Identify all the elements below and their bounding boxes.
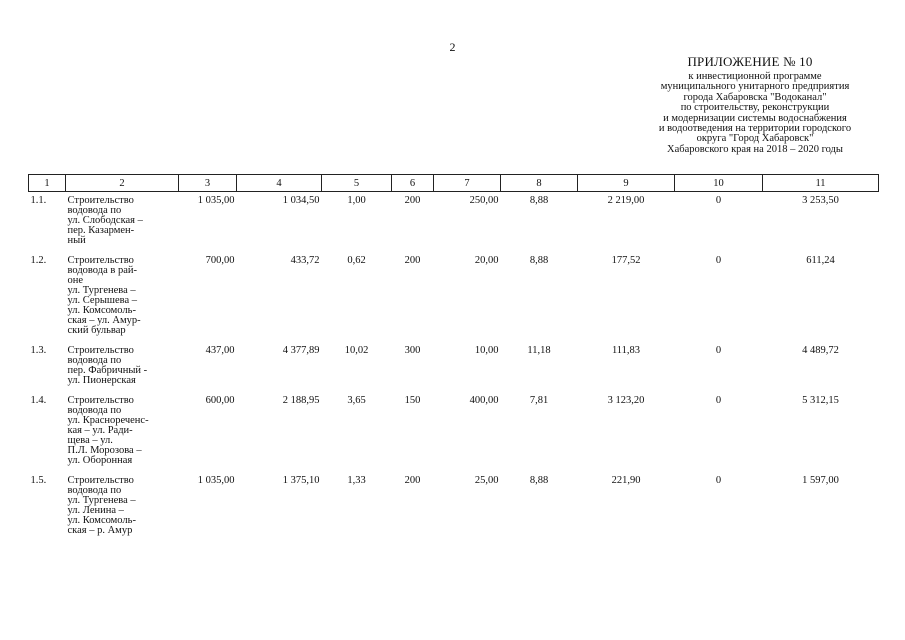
project-name: Строительство водовода по ул. Тургенева – ул. Ленина – ул. Комсомоль- ская – р. Амур bbox=[67, 475, 136, 536]
cell-col-6: 200 bbox=[404, 195, 421, 206]
cell-col-11: 611,24 bbox=[806, 255, 835, 266]
cell-col-11: 1 597,00 bbox=[802, 475, 839, 486]
table-row bbox=[29, 392, 879, 472]
cell-col-7: 10,00 bbox=[474, 345, 499, 356]
cell-col-7: 250,00 bbox=[469, 195, 499, 206]
cell-col-8: 7,81 bbox=[529, 395, 549, 406]
column-header-row bbox=[29, 175, 879, 192]
row-number: 1.1. bbox=[30, 195, 47, 206]
column-header-7: 7 bbox=[434, 175, 501, 192]
cell-col-7: 20,00 bbox=[474, 255, 499, 266]
cell-col-5: 3,65 bbox=[347, 395, 366, 406]
cell-col-7: 25,00 bbox=[474, 475, 499, 486]
cell-col-3: 1 035,00 bbox=[197, 475, 235, 486]
cell-col-9: 3 123,20 bbox=[607, 395, 645, 406]
cell-col-9: 177,52 bbox=[611, 255, 641, 266]
cell-col-8: 8,88 bbox=[529, 255, 549, 266]
subtitle-line: округа "Город Хабаровск" bbox=[696, 133, 814, 145]
cell-col-3: 600,00 bbox=[205, 395, 235, 406]
cell-col-6: 300 bbox=[404, 345, 421, 356]
cell-col-5: 10,02 bbox=[344, 345, 369, 356]
cell-col-6: 150 bbox=[404, 395, 421, 406]
cell-col-3: 700,00 bbox=[205, 255, 235, 266]
cell-col-9: 221,90 bbox=[611, 475, 641, 486]
column-header-5: 5 bbox=[322, 175, 392, 192]
page-number: 2 bbox=[449, 40, 456, 54]
cell-col-10: 0 bbox=[715, 475, 722, 486]
cell-col-4: 1 034,50 bbox=[282, 195, 320, 206]
table-body bbox=[29, 192, 879, 543]
appendix-title: ПРИЛОЖЕНИЕ № 10 bbox=[687, 54, 813, 69]
cell-col-5: 0,62 bbox=[347, 255, 366, 266]
project-name: Строительство водовода по ул. Слободская – пер. Казармен- ный bbox=[67, 195, 143, 246]
cell-col-8: 8,88 bbox=[529, 475, 549, 486]
table-row bbox=[29, 472, 879, 542]
table-row bbox=[29, 192, 879, 253]
cell-col-10: 0 bbox=[715, 345, 722, 356]
column-header-6: 6 bbox=[392, 175, 434, 192]
project-name: Строительство водовода в рай- оне ул. Тургенева – ул. Серышева – ул. Комсомоль- ская – ул. Амур- ский бульвар bbox=[67, 255, 141, 336]
subtitle-line: к инвестиционной программе bbox=[688, 71, 822, 82]
column-header-3: 3 bbox=[179, 175, 237, 192]
cell-col-7: 400,00 bbox=[469, 395, 499, 406]
column-header-11: 11 bbox=[763, 175, 879, 192]
cell-col-4: 2 188,95 bbox=[282, 395, 320, 406]
column-header-10: 10 bbox=[675, 175, 763, 192]
table-row bbox=[29, 342, 879, 392]
table-row bbox=[29, 252, 879, 342]
cell-col-5: 1,00 bbox=[347, 195, 366, 206]
cell-col-5: 1,33 bbox=[347, 475, 366, 486]
project-name: Строительство водовода по ул. Краснореченс- кая – ул. Ради- щева – ул. П.Л. Морозова – ул. Оборонная bbox=[67, 395, 149, 466]
cell-col-8: 11,18 bbox=[527, 345, 551, 356]
row-number: 1.5. bbox=[30, 475, 47, 486]
cell-col-4: 433,72 bbox=[290, 255, 320, 266]
cell-col-3: 1 035,00 bbox=[197, 195, 235, 206]
appendix-subtitle bbox=[630, 72, 880, 155]
subtitle-line: и водоотведения на территории городского bbox=[658, 123, 852, 135]
cell-col-11: 5 312,15 bbox=[802, 395, 839, 406]
cell-col-10: 0 bbox=[715, 255, 722, 266]
subtitle-line: города Хабаровска "Водоканал" bbox=[683, 91, 827, 103]
cell-col-10: 0 bbox=[715, 195, 722, 206]
cell-col-8: 8,88 bbox=[529, 195, 549, 206]
column-header-8: 8 bbox=[501, 175, 578, 192]
row-number: 1.2. bbox=[30, 255, 47, 266]
column-header-1: 1 bbox=[29, 175, 66, 192]
cell-col-9: 2 219,00 bbox=[607, 195, 645, 206]
cell-col-4: 4 377,89 bbox=[282, 345, 320, 356]
cell-col-11: 4 489,72 bbox=[802, 345, 839, 356]
investment-table bbox=[28, 174, 879, 542]
subtitle-line: и модернизации системы водоснабжения bbox=[663, 112, 847, 124]
column-header-4: 4 bbox=[237, 175, 322, 192]
cell-col-3: 437,00 bbox=[205, 345, 235, 356]
cell-col-9: 111,83 bbox=[611, 345, 641, 356]
cell-col-6: 200 bbox=[404, 255, 421, 266]
row-number: 1.3. bbox=[30, 345, 47, 356]
subtitle-line: Хабаровского края на 2018 – 2020 годы bbox=[667, 143, 843, 155]
subtitle-line: муниципального унитарного предприятия bbox=[660, 81, 850, 93]
cell-col-10: 0 bbox=[715, 395, 722, 406]
cell-col-11: 3 253,50 bbox=[802, 195, 839, 206]
cell-col-6: 200 bbox=[404, 475, 421, 486]
subtitle-line: по строительству, реконструкции bbox=[680, 102, 830, 114]
column-header-9: 9 bbox=[578, 175, 675, 192]
column-header-2: 2 bbox=[66, 175, 179, 192]
cell-col-4: 1 375,10 bbox=[282, 475, 320, 486]
project-name: Строительство водовода по пер. Фабричный - ул. Пионерская bbox=[67, 345, 148, 386]
row-number: 1.4. bbox=[30, 395, 47, 406]
